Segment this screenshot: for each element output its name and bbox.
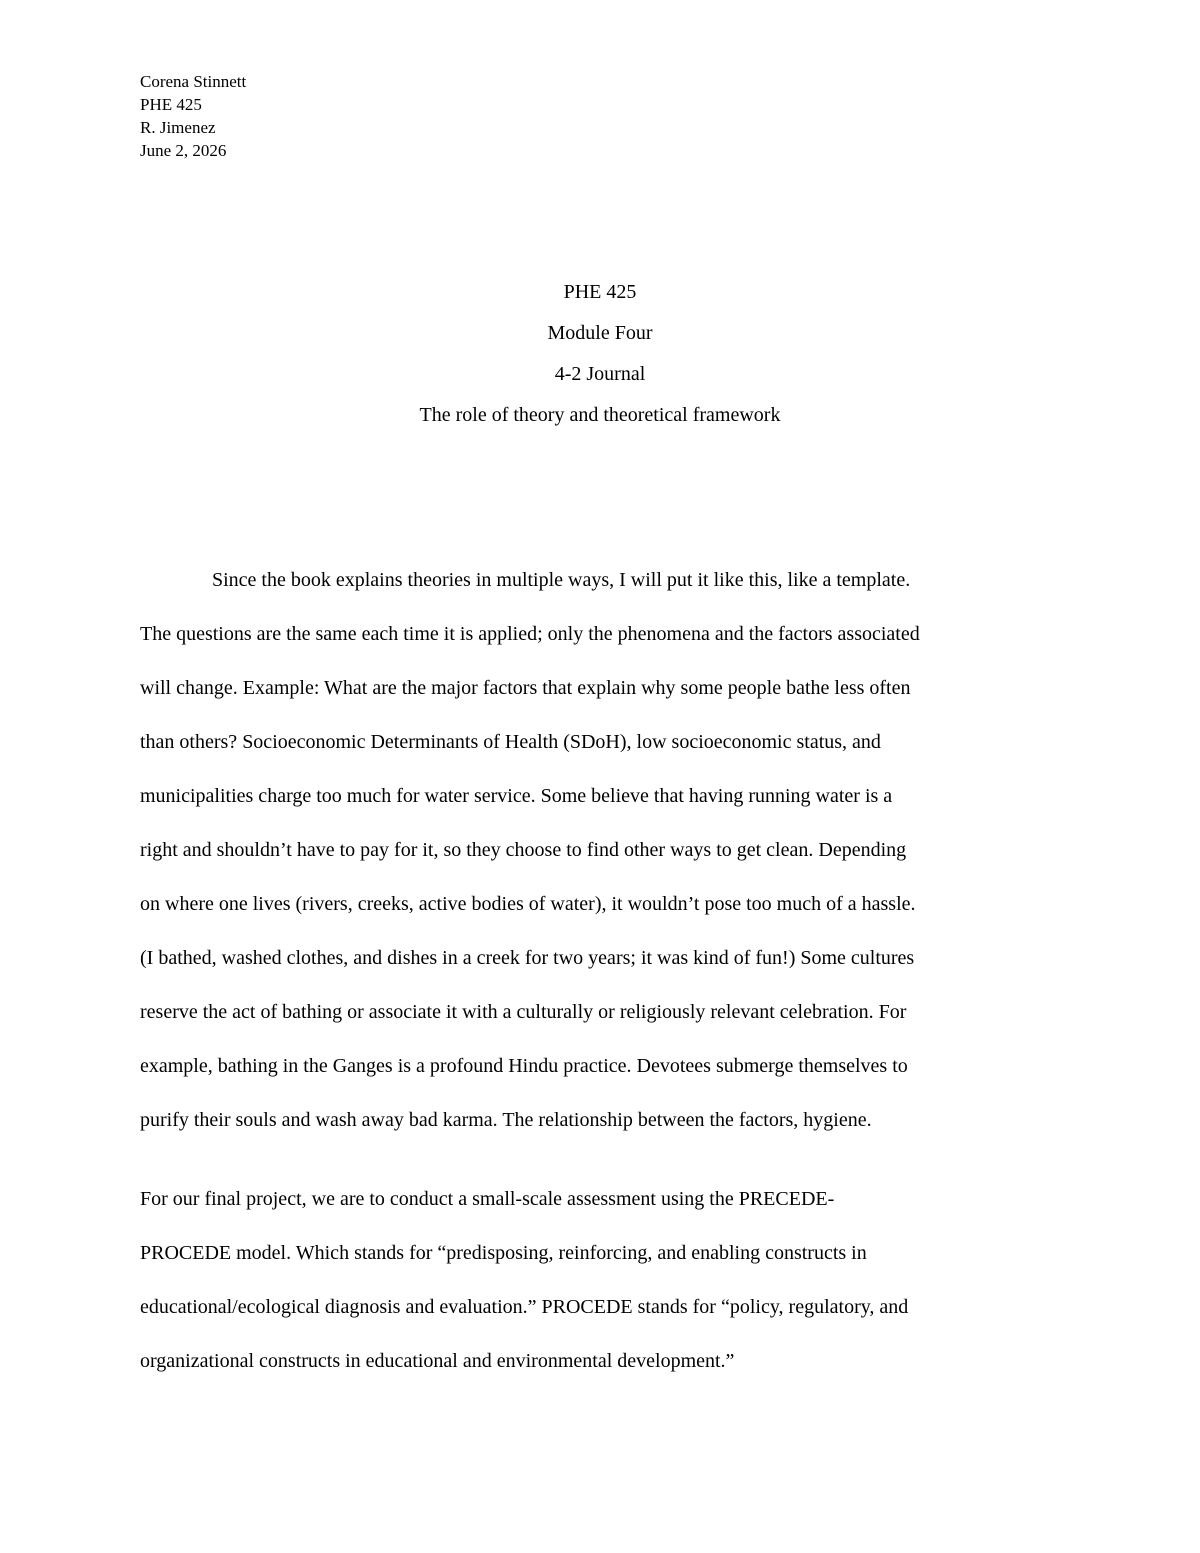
paragraph-2 [140, 1172, 1070, 1388]
paragraph-line: Since the book explains theories in multiple ways, I will put it like this, like a template. [212, 569, 911, 591]
paragraph-line: For our final project, we are to conduct a small-scale assessment using the PRECEDE- [140, 1188, 835, 1210]
paragraph-line: right and shouldn’t have to pay for it, so they choose to find other ways to get clean. Depending [140, 839, 907, 861]
paragraph-line: The questions are the same each time it is applied; only the phenomena and the factors associated [140, 623, 920, 645]
paragraph-line: than others? Socioeconomic Determinants of Health (SDoH), low socioeconomic status, and [140, 731, 881, 753]
paragraph-line: municipalities charge too much for water service. Some believe that having running water is a [140, 785, 893, 807]
course-code: PHE 425 [140, 95, 202, 114]
paragraph-line: will change. Example: What are the major factors that explain why some people bathe less often [140, 677, 911, 699]
instructor-name: R. Jimenez [140, 118, 216, 137]
document-header [140, 70, 246, 162]
paragraph-line: (I bathed, washed clothes, and dishes in a creek for two years; it was kind of fun!) Some cultures [140, 947, 915, 969]
paragraph-line: reserve the act of bathing or associate it with a culturally or religiously relevant celebration. For [140, 1001, 907, 1023]
paragraph-1 [140, 553, 1070, 1147]
title-course: PHE 425 [563, 281, 637, 303]
title-assignment: 4-2 Journal [554, 363, 646, 385]
author-name: Corena Stinnett [140, 72, 247, 91]
paragraph-line: PROCEDE model. Which stands for “predisposing, reinforcing, and enabling constructs in [140, 1242, 867, 1264]
document-date: June 2, 2026 [140, 141, 227, 160]
title-block [0, 272, 1200, 436]
paragraph-line: purify their souls and wash away bad karma. The relationship between the factors, hygiene. [140, 1109, 872, 1131]
paragraph-line: on where one lives (rivers, creeks, active bodies of water), it wouldn’t pose too much of a hassle. [140, 893, 916, 915]
paragraph-line: educational/ecological diagnosis and evaluation.” PROCEDE stands for “policy, regulatory, and [140, 1296, 909, 1318]
title-topic: The role of theory and theoretical framework [419, 404, 781, 426]
title-module: Module Four [547, 322, 653, 344]
paragraph-line: example, bathing in the Ganges is a profound Hindu practice. Devotees submerge themselves to [140, 1055, 908, 1077]
paragraph-line: organizational constructs in educational and environmental development.” [140, 1350, 735, 1372]
